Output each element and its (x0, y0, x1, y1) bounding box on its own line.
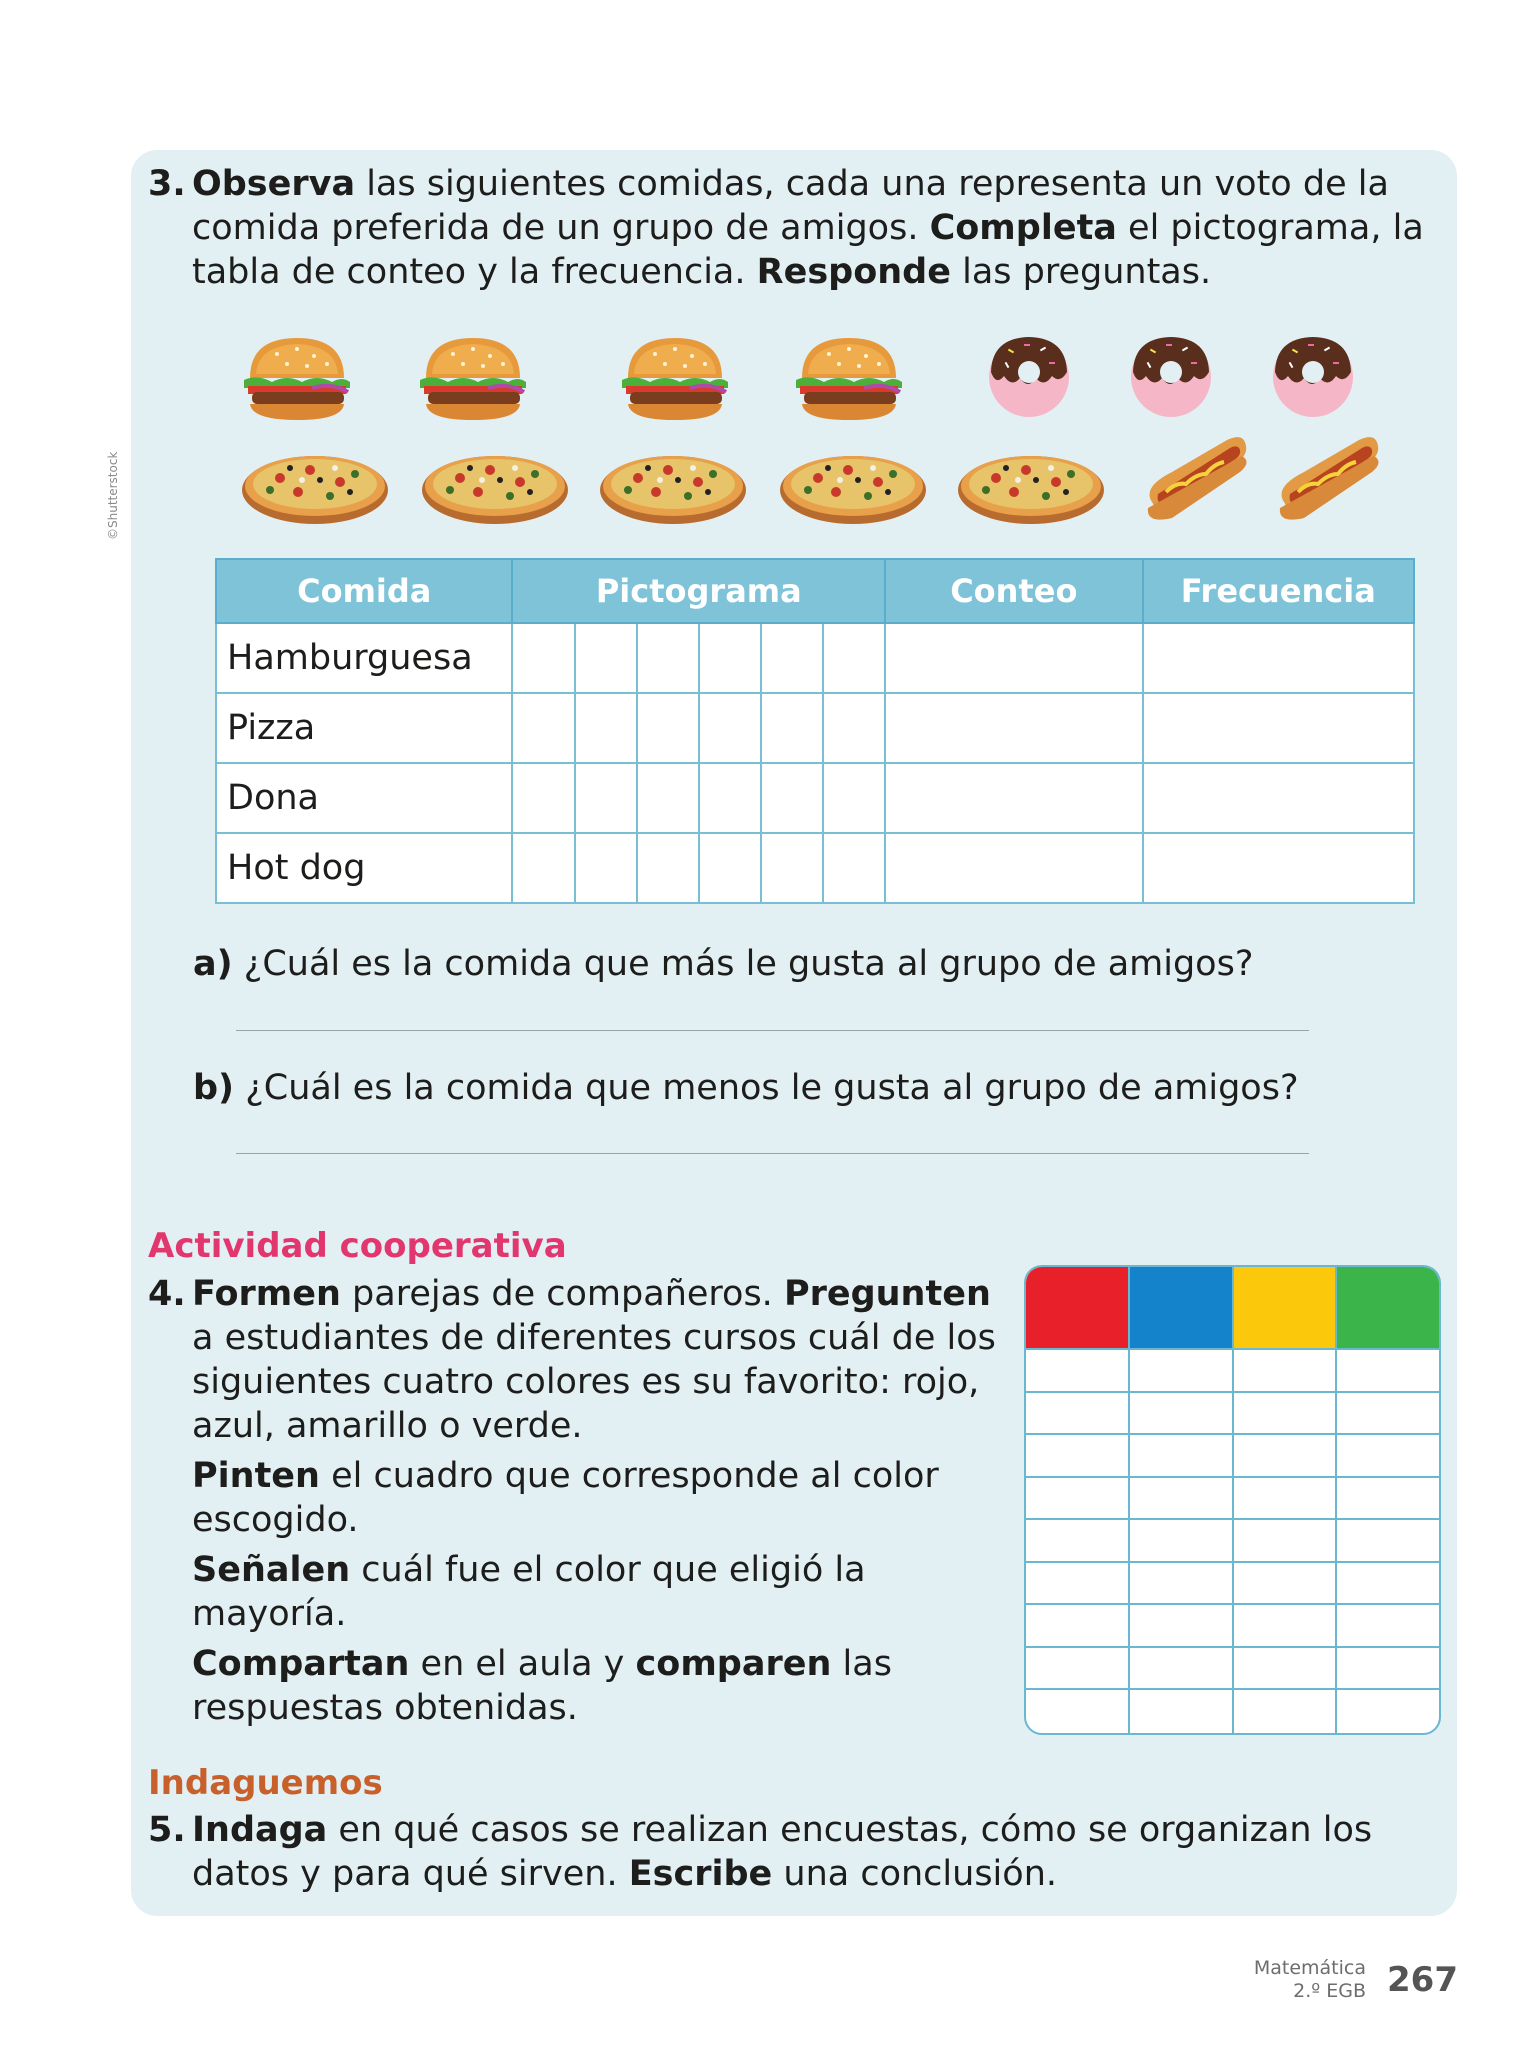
color-grid-cell[interactable] (1234, 1520, 1338, 1563)
pictogram-cell[interactable] (823, 833, 885, 903)
cooperative-activity-heading: Actividad cooperativa (148, 1226, 567, 1266)
color-vote-grid (1024, 1265, 1441, 1735)
color-grid-row (1026, 1350, 1439, 1393)
color-grid-cell[interactable] (1130, 1350, 1234, 1393)
donut-icon (984, 332, 1074, 422)
question-text: ¿Cuál es la comida que más le gusta al grupo de amigos? (232, 944, 1254, 984)
pictogram-cell[interactable] (575, 763, 637, 833)
color-grid-cell[interactable] (1130, 1393, 1234, 1436)
pizza-icon (598, 448, 748, 528)
color-grid-cell[interactable] (1337, 1393, 1439, 1436)
table-row (216, 833, 1414, 903)
pizza-icon (420, 448, 570, 528)
color-grid-cell[interactable] (1026, 1393, 1130, 1436)
color-grid-cell[interactable] (1234, 1393, 1338, 1436)
tally-cell[interactable] (885, 763, 1142, 833)
pictogram-cell[interactable] (699, 693, 761, 763)
color-grid-row (1026, 1520, 1439, 1563)
pictogram-cell[interactable] (637, 623, 699, 693)
color-swatch-blue (1130, 1267, 1234, 1350)
bold-verb: Observa (192, 164, 356, 204)
instruction-text: a estudiantes de diferentes cursos cuál de los siguientes cuatro colores es su favorito: rojo, azul, amarillo o verde. (192, 1318, 996, 1446)
bold-verb: Indaga (192, 1810, 328, 1850)
bold-verb: Escribe (628, 1854, 773, 1894)
frequency-cell[interactable] (1143, 693, 1414, 763)
color-grid-row (1026, 1648, 1439, 1691)
table-row (216, 693, 1414, 763)
pictogram-cell[interactable] (699, 763, 761, 833)
color-grid-cell[interactable] (1130, 1478, 1234, 1521)
hamburger-icon (242, 334, 352, 424)
color-grid-cell[interactable] (1337, 1520, 1439, 1563)
bold-verb: Compartan (192, 1644, 410, 1684)
exercise-5-text (148, 1808, 1438, 1896)
pictogram-cell[interactable] (699, 623, 761, 693)
table-row (216, 623, 1414, 693)
color-swatch-green (1337, 1267, 1439, 1350)
instruction-text: las preguntas. (950, 252, 1212, 292)
color-swatch-red (1026, 1267, 1130, 1350)
color-grid-row (1026, 1435, 1439, 1478)
color-grid-cell[interactable] (1337, 1563, 1439, 1606)
color-swatch-yellow (1234, 1267, 1338, 1350)
color-grid-cell[interactable] (1234, 1563, 1338, 1606)
instruction-text: las siguientes comidas, cada una representa un voto de la comida preferida de un grupo de amigos. (192, 164, 1389, 248)
pictogram-cell[interactable] (575, 623, 637, 693)
color-grid-cell[interactable] (1234, 1478, 1338, 1521)
pictogram-cell[interactable] (637, 693, 699, 763)
header-comida: Comida (216, 559, 512, 623)
footer-grade: 2.º EGB (1293, 1980, 1366, 2002)
question-b (193, 1068, 1299, 1108)
row-label: Dona (216, 763, 512, 833)
color-grid-cell[interactable] (1026, 1563, 1130, 1606)
exercise-number: 5. (148, 1810, 186, 1850)
exercise-number: 3. (148, 164, 186, 204)
color-grid-row (1026, 1605, 1439, 1648)
exercise-number: 4. (148, 1274, 186, 1314)
header-frecuencia: Frecuencia (1143, 559, 1414, 623)
question-label: a) (193, 944, 233, 984)
hotdog-icon (1274, 432, 1384, 528)
question-label: b) (193, 1068, 235, 1108)
row-label: Hot dog (216, 833, 512, 903)
pizza-icon (778, 448, 928, 528)
bold-verb: Pregunten (783, 1274, 991, 1314)
tally-cell[interactable] (885, 623, 1142, 693)
color-grid-cell[interactable] (1026, 1350, 1130, 1393)
color-grid-cell[interactable] (1130, 1520, 1234, 1563)
row-label: Pizza (216, 693, 512, 763)
instruction-text: el cuadro que corresponde al color escogido. (192, 1456, 939, 1540)
instruction-text: el pictograma, la tabla de conteo y la frecuencia. (192, 208, 1424, 292)
color-grid-row (1026, 1478, 1439, 1521)
bold-verb: Responde (756, 252, 951, 292)
footer-subject: Matemática (1253, 1957, 1366, 1979)
color-grid-cell[interactable] (1130, 1563, 1234, 1606)
exercise-3-text (148, 162, 1438, 294)
bold-verb: Formen (192, 1274, 341, 1314)
frequency-cell[interactable] (1143, 763, 1414, 833)
pictogram-cell[interactable] (699, 833, 761, 903)
color-grid-cell[interactable] (1234, 1690, 1338, 1733)
instruction-text: las respuestas obtenidas. (192, 1644, 892, 1728)
color-grid-cell[interactable] (1234, 1435, 1338, 1478)
color-grid-cell[interactable] (1337, 1478, 1439, 1521)
color-grid-cell[interactable] (1234, 1605, 1338, 1648)
pictogram-cell[interactable] (823, 623, 885, 693)
bold-verb: comparen (635, 1644, 832, 1684)
color-grid-cell[interactable] (1026, 1435, 1130, 1478)
color-grid-cell[interactable] (1130, 1435, 1234, 1478)
color-grid-cell[interactable] (1130, 1605, 1234, 1648)
bold-verb: Señalen (192, 1550, 351, 1590)
pictogram-cell[interactable] (761, 833, 823, 903)
color-grid-cell[interactable] (1337, 1690, 1439, 1733)
pictogram-cell[interactable] (637, 833, 699, 903)
color-grid-body (1026, 1350, 1439, 1733)
color-grid-cell[interactable] (1026, 1690, 1130, 1733)
pictogram-cell[interactable] (512, 833, 574, 903)
instruction-text: parejas de compañeros. (340, 1274, 784, 1314)
pictogram-cell[interactable] (761, 693, 823, 763)
hamburger-icon (794, 334, 904, 424)
color-grid-cell[interactable] (1337, 1435, 1439, 1478)
pictogram-cell[interactable] (512, 763, 574, 833)
pictogram-cell[interactable] (512, 623, 574, 693)
hamburger-icon (620, 334, 730, 424)
pictogram-cell[interactable] (761, 623, 823, 693)
pictogram-cell[interactable] (637, 763, 699, 833)
hotdog-icon (1142, 432, 1252, 528)
color-grid-cell[interactable] (1130, 1690, 1234, 1733)
exercise-4-text (148, 1272, 998, 1730)
row-label: Hamburguesa (216, 623, 512, 693)
table-header-row (216, 559, 1414, 623)
bold-verb: Completa (929, 208, 1117, 248)
color-grid-cell[interactable] (1130, 1648, 1234, 1691)
instruction-text: una conclusión. (772, 1854, 1057, 1894)
pizza-icon (956, 448, 1106, 528)
frequency-cell[interactable] (1143, 623, 1414, 693)
table-row (216, 763, 1414, 833)
color-grid-cell[interactable] (1337, 1648, 1439, 1691)
color-grid-row (1026, 1690, 1439, 1733)
color-grid-cell[interactable] (1026, 1605, 1130, 1648)
bold-verb: Pinten (192, 1456, 320, 1496)
answer-line-a[interactable] (236, 1030, 1309, 1031)
color-grid-cell[interactable] (1026, 1478, 1130, 1521)
pictogram-table (215, 558, 1415, 904)
pictogram-cell[interactable] (823, 763, 885, 833)
color-grid-row (1026, 1393, 1439, 1436)
instruction-text: en qué casos se realizan encuestas, cómo se organizan los datos y para qué sirven. (192, 1810, 1373, 1894)
color-grid-cell[interactable] (1337, 1605, 1439, 1648)
color-grid-cell[interactable] (1026, 1520, 1130, 1563)
color-grid-cell[interactable] (1234, 1648, 1338, 1691)
color-grid-cell[interactable] (1234, 1350, 1338, 1393)
pictogram-cell[interactable] (575, 833, 637, 903)
color-grid-cell[interactable] (1337, 1350, 1439, 1393)
header-pictograma: Pictograma (512, 559, 885, 623)
pizza-icon (240, 448, 390, 528)
donut-icon (1126, 332, 1216, 422)
instruction-text: en el aula y (409, 1644, 636, 1684)
hamburger-icon (418, 334, 528, 424)
header-conteo: Conteo (885, 559, 1142, 623)
frequency-cell[interactable] (1143, 833, 1414, 903)
indaguemos-heading: Indaguemos (148, 1763, 383, 1803)
pictogram-cell[interactable] (761, 763, 823, 833)
page-number: 267 (1387, 1960, 1458, 2000)
color-grid-cell[interactable] (1026, 1648, 1130, 1691)
answer-line-b[interactable] (236, 1153, 1309, 1154)
donut-icon (1268, 332, 1358, 422)
photo-credit: ©Shutterstock (106, 451, 120, 540)
question-a (193, 944, 1253, 984)
tally-cell[interactable] (885, 833, 1142, 903)
color-header-row (1026, 1267, 1439, 1350)
pictogram-cell[interactable] (575, 693, 637, 763)
pictogram-cell[interactable] (512, 693, 574, 763)
question-text: ¿Cuál es la comida que menos le gusta al grupo de amigos? (234, 1068, 1299, 1108)
tally-cell[interactable] (885, 693, 1142, 763)
color-grid-row (1026, 1563, 1439, 1606)
pictogram-cell[interactable] (823, 693, 885, 763)
instruction-text: cuál fue el color que eligió la mayoría. (192, 1550, 866, 1634)
